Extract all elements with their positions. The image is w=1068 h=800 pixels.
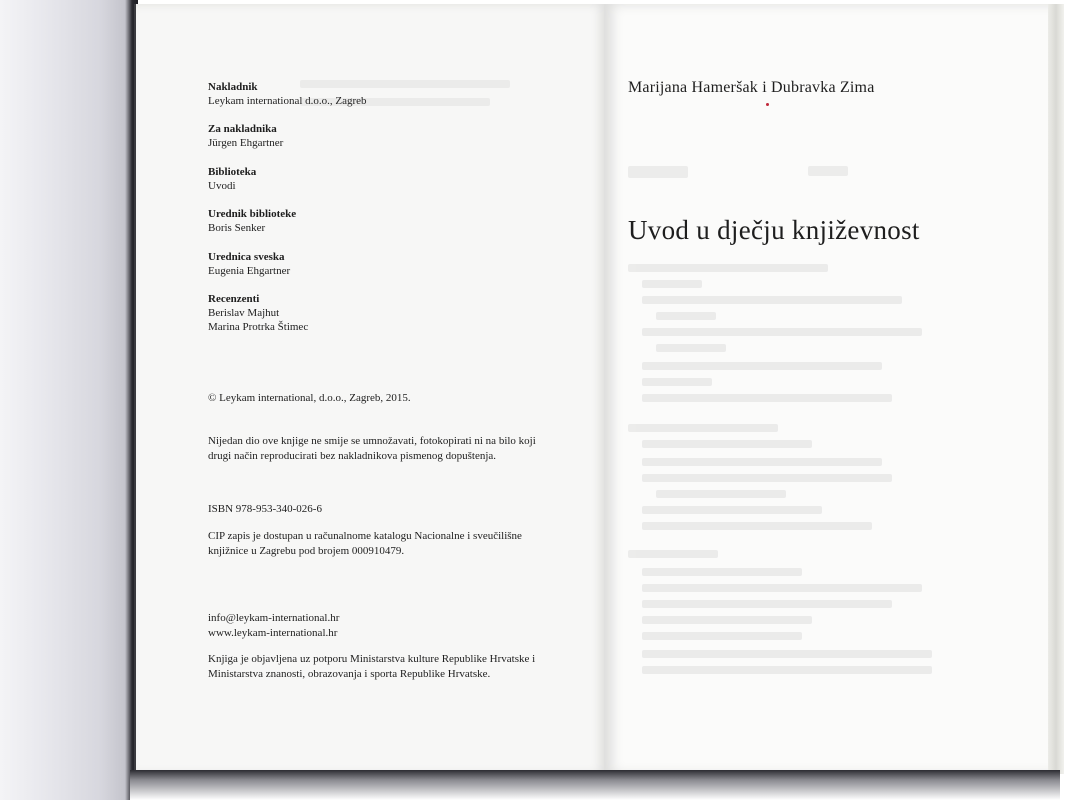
credit-reviewers (208, 292, 308, 334)
email-address: info@leykam-international.hr (208, 612, 340, 624)
support-line: Knjiga je objavljena uz potporu Ministarstva kulture Republike Hrvatske i (208, 653, 536, 665)
credit-value: Marina Protrka Štimec (208, 321, 309, 333)
cip-line: knjižnice u Zagrebu pod brojem 000910479. (208, 545, 405, 557)
credit-label: Urednica sveska (208, 251, 285, 263)
credit-value: Uvodi (208, 180, 236, 192)
scanner-shadow (0, 0, 138, 800)
book-bottom-edge (130, 770, 1060, 800)
support-line: Ministarstva znanosti, obrazovanja i sporta Republike Hrvatske. (208, 668, 491, 680)
show-through-left (300, 80, 520, 120)
credit-value: Leykam international d.o.o., Zagreb (208, 95, 367, 107)
copyright-notice (208, 391, 598, 406)
credit-label: Nakladnik (208, 81, 258, 93)
credit-label: Urednik biblioteke (208, 208, 297, 220)
contact-info (208, 611, 598, 641)
credit-label: Za nakladnika (208, 123, 277, 135)
rights-notice (208, 434, 598, 464)
ink-speck (766, 103, 769, 106)
credit-value: Jürgen Ehgartner (208, 137, 284, 149)
credit-value: Berislav Majhut (208, 307, 280, 319)
rights-line: Nijedan dio ove knjige ne smije se umnožavati, fotokopirati ni na bilo koji (208, 435, 536, 447)
isbn-text: ISBN 978-953-340-026-6 (208, 503, 322, 515)
website-address: www.leykam-international.hr (208, 627, 338, 639)
credit-label: Biblioteka (208, 166, 257, 178)
book-authors: Marijana Hameršak i Dubravka Zima (628, 79, 875, 96)
credit-value: Eugenia Ehgartner (208, 265, 291, 277)
support-notice (208, 652, 598, 682)
cip-line: CIP zapis je dostupan u računalnome katalogu Nacionalne i sveučilišne (208, 530, 522, 542)
show-through-right (628, 166, 1028, 686)
rights-line: drugi način reproducirati bez nakladnikova pismenog dopuštenja. (208, 450, 497, 462)
cip-notice (208, 529, 598, 559)
copyright-text: © Leykam international, d.o.o., Zagreb, 2015. (208, 392, 411, 404)
credit-series-editor (208, 207, 296, 235)
credit-for-publisher (208, 122, 283, 150)
page-edge (1048, 4, 1064, 774)
credit-label: Recenzenti (208, 293, 260, 305)
credit-series (208, 165, 256, 193)
isbn (208, 502, 598, 517)
credit-value: Boris Senker (208, 222, 266, 234)
credit-volume-editor (208, 250, 290, 278)
book-title: Uvod u dječju književnost (628, 215, 920, 245)
